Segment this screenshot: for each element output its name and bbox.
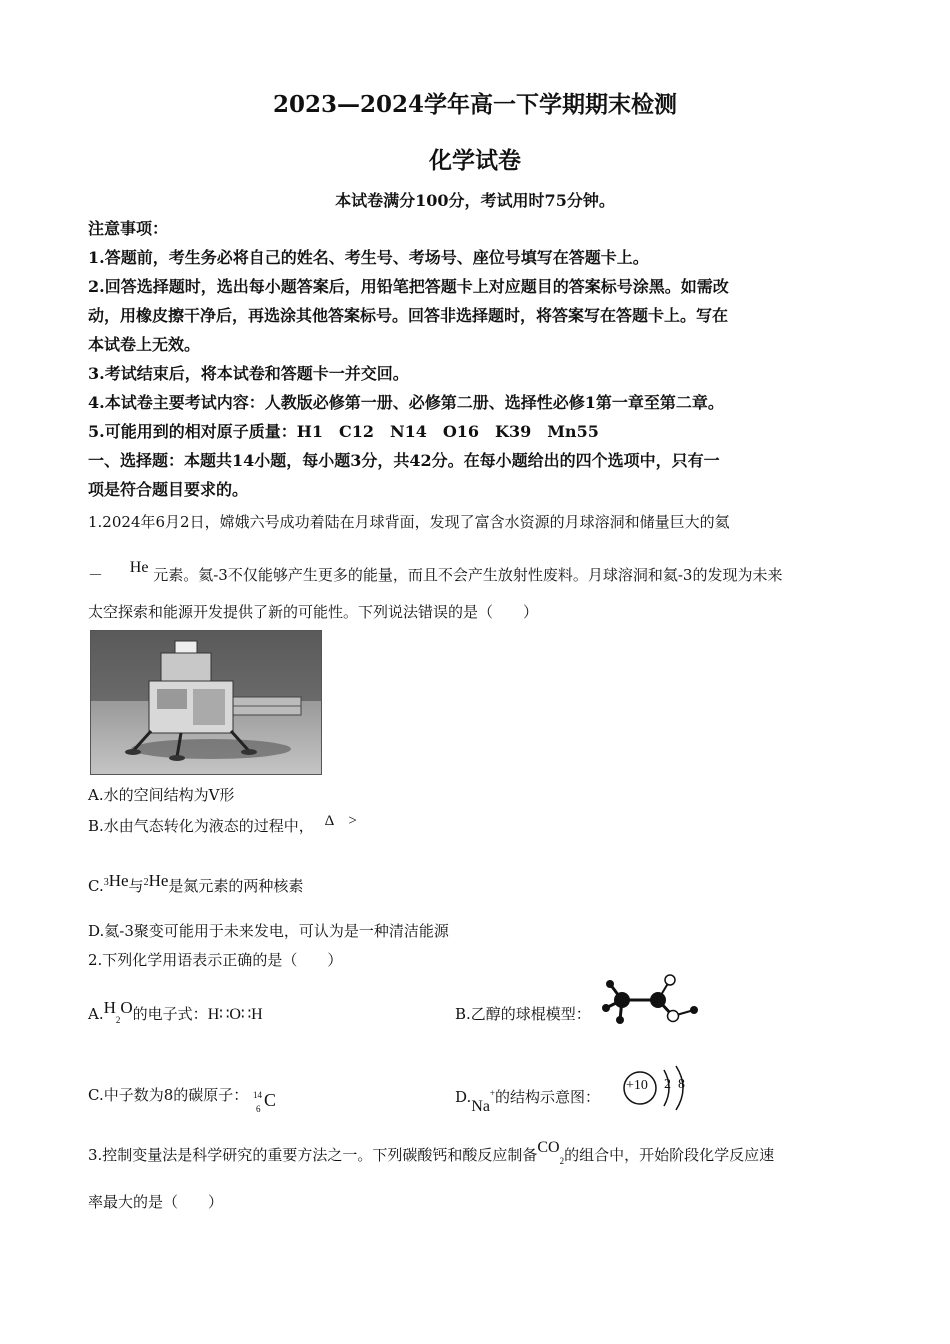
q3-line1-suffix: 的组合中，开始阶段化学反应速 xyxy=(564,1146,775,1164)
q2-option-d xyxy=(455,1082,601,1115)
he3-mass-number: 3 xyxy=(103,877,109,888)
exam-info: 本试卷满分100分，考试用时75分钟。 xyxy=(335,191,615,210)
section-heading-line1: 一、选择题：本题共14小题，每小题3分，共42分。在每小题给出的四个选项中，只有一 xyxy=(88,451,720,470)
q2-stem: 2.下列化学用语表示正确的是（ ） xyxy=(88,951,343,969)
q2-option-a-prefix: A. xyxy=(88,1005,104,1023)
q2-option-d-prefix: D. xyxy=(455,1088,472,1106)
water-subscript: 2 xyxy=(115,1015,121,1025)
notice-item: 动，用橡皮擦干净后，再选涂其他答案标号。回答非选择题时，将答案写在答题卡上。写在 xyxy=(88,306,729,325)
q1-line1: 1.2024年6月2日，嫦娥六号成功着陆在月球背面，发现了富含水资源的月球溶洞和储量巨大的氦 xyxy=(88,513,730,531)
co2-symbol: CO xyxy=(537,1139,560,1156)
section-heading-line2: 项是符合题目要求的。 xyxy=(88,480,249,499)
ethanol-ball-stick-model-icon xyxy=(600,972,708,1030)
q1-option-a: A.水的空间结构为V形 xyxy=(88,786,235,804)
sodium-ion-structure-diagram xyxy=(620,1064,695,1120)
notice-item: 5.可能用到的相对原子质量：H1 C12 N14 O16 K39 Mn55 xyxy=(88,422,599,441)
carbon-atomic-number: 6 xyxy=(256,1104,261,1114)
q1-option-b-text: B.水由气态转化为液态的过程中， xyxy=(88,817,314,835)
notice-item: 本试卷上无效。 xyxy=(88,335,201,354)
q2-option-a-text: 的电子式： xyxy=(132,1005,208,1023)
q1-option-d: D.氦-3聚变可能用于未来发电，可认为是一种清洁能源 xyxy=(88,922,449,940)
q3-line1 xyxy=(88,1139,775,1172)
notice-item: 3.考试结束后，将本试卷和答题卡一并交回。 xyxy=(88,364,409,383)
notice-item: 1.答题前，考生务必将自己的姓名、考生号、考场号、座位号填写在答题卡上。 xyxy=(88,248,649,267)
q1-option-c-mid: 与 xyxy=(128,877,144,895)
notice-block xyxy=(88,214,868,504)
he3-symbol: He xyxy=(108,871,129,890)
notice-item: 4.本试卷主要考试内容：人教版必修第一册、必修第二册、选择性必修1第一章至第二章。 xyxy=(88,393,724,412)
nucleus-charge: +10 xyxy=(626,1078,648,1093)
shell2-electrons: 8 xyxy=(678,1077,685,1092)
q2-option-a xyxy=(88,998,263,1031)
shell1-electrons: 2 xyxy=(664,1077,671,1092)
notice-heading: 注意事项： xyxy=(88,219,169,238)
carbon-mass-number: 14 xyxy=(253,1090,263,1100)
water-o: O xyxy=(120,998,133,1017)
q1-option-c xyxy=(88,872,303,897)
sodium-ion-charge: + xyxy=(489,1088,495,1098)
he2-mass-number: 2 xyxy=(143,877,149,888)
q1-option-c-prefix: C. xyxy=(88,877,104,895)
he-dash: － xyxy=(88,566,104,584)
q2-option-b: B.乙醇的球棍模型： xyxy=(455,1005,591,1023)
q1-line2 xyxy=(88,559,783,587)
carbon14-notation xyxy=(253,1082,279,1112)
q1-option-b xyxy=(88,815,357,838)
he-symbol: He xyxy=(129,559,149,576)
he2-symbol: He xyxy=(148,871,169,890)
q2-option-c-text: C.中子数为8的碳原子： xyxy=(88,1086,249,1104)
q2-option-d-text: 的结构示意图： xyxy=(495,1088,601,1106)
co2-subscript: 2 xyxy=(559,1156,565,1166)
q1-line2-text: 元素。氦-3不仅能够产生更多的能量，而且不会产生放射性废料。月球溶洞和氦-3的发现为未来 xyxy=(153,566,783,584)
q3-line2: 率最大的是（ ） xyxy=(88,1193,224,1211)
notice-item: 2.回答选择题时，选出每小题答案后，用铅笔把答题卡上对应题目的答案标号涂黑。如需改 xyxy=(88,277,729,296)
q1-option-c-text: 是氮元素的两种核素 xyxy=(168,877,304,895)
water-lewis-structure: H∷O∷H xyxy=(207,1006,263,1023)
delta-h-symbol: Δ > xyxy=(324,813,357,829)
lander-image-icon xyxy=(91,631,321,774)
subject-title: 化学试卷 xyxy=(429,147,521,174)
q1-line3: 太空探索和能源开发提供了新的可能性。下列说法错误的是（ ） xyxy=(88,603,539,621)
exam-title: 2023—2024学年高一下学期期末检测 xyxy=(272,91,678,118)
sodium-ion-symbol: Na xyxy=(471,1098,490,1115)
q3-line1-text: 3.控制变量法是科学研究的重要方法之一。下列碳酸钙和酸反应制备 xyxy=(88,1146,538,1164)
q2-option-c xyxy=(88,1082,279,1112)
water-h: H xyxy=(103,998,116,1017)
carbon-symbol: C xyxy=(264,1090,277,1110)
lander-photo xyxy=(90,630,322,775)
